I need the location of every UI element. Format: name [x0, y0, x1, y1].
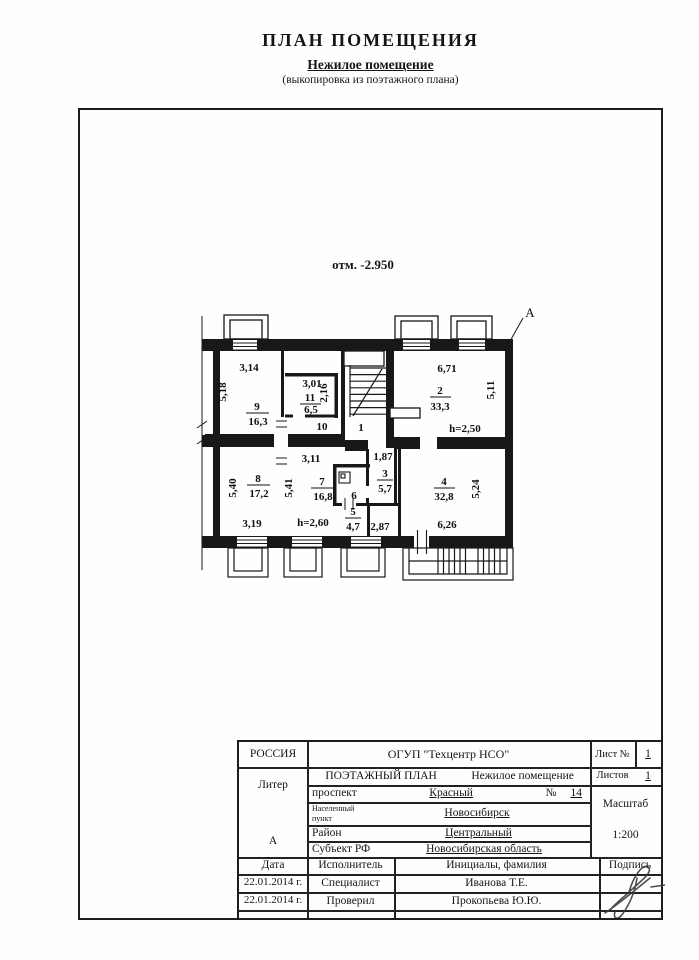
room-number: 5: [350, 506, 356, 518]
settlement-label: Населенный пункт: [312, 804, 355, 823]
room-number: 11: [304, 392, 316, 404]
cell-country: РОССИЯ: [249, 748, 297, 761]
elevation-note: отм. -2.950: [332, 257, 394, 272]
height-label: h=2,50: [449, 423, 481, 435]
page-subtitle: Нежилое помещение: [307, 57, 434, 72]
room-number: 10: [316, 421, 328, 433]
dim-label: 5,24: [470, 479, 482, 499]
cell-liter: [239, 767, 307, 857]
region-value: Новосибирская область: [426, 842, 542, 855]
premises-label: Нежилое помещение: [471, 769, 574, 782]
room-area: 16,3: [248, 416, 268, 428]
section-marker-label: А: [525, 305, 535, 320]
room-number: 7: [319, 476, 325, 488]
dim-label: 3,14: [239, 362, 259, 374]
street-num-value: 14: [570, 787, 582, 800]
scale-value: 1:200: [612, 829, 639, 842]
sink-icon: [339, 472, 350, 483]
cell-role: Специалист: [321, 876, 380, 889]
staircase: [350, 365, 386, 417]
section-marker-line: [509, 318, 523, 343]
room-area: 16,8: [313, 491, 333, 503]
room-area: 6,5: [304, 404, 318, 416]
room-area: 5,7: [378, 483, 392, 495]
dim-label: 5,40: [227, 478, 239, 498]
page-note: (выкопировка из поэтажного плана): [282, 74, 459, 86]
cell-doc-type: [307, 767, 590, 785]
room-number: 8: [255, 473, 261, 485]
sheets-value: 1: [645, 769, 651, 782]
district-label: Район: [312, 826, 342, 839]
district-value: Центральный: [445, 826, 512, 839]
cell-sheet-value: 1: [645, 748, 651, 761]
cell-date: 22.01.2014 г.: [243, 894, 303, 907]
window-bays: [228, 548, 385, 577]
cell-settlement: [307, 802, 590, 825]
room-number: 1: [358, 422, 364, 434]
dim-label: 3,19: [242, 518, 262, 530]
liter-label: Литер: [258, 779, 288, 791]
room-area: 32,8: [434, 491, 454, 503]
porch-steps: [403, 548, 513, 580]
dim-label: 1,87: [373, 451, 393, 463]
signature-scribble: [595, 856, 665, 918]
street-num-label: №: [545, 787, 557, 800]
room-area: 17,2: [249, 488, 269, 500]
street-label: проспект: [312, 787, 357, 800]
cell-executor-header: Исполнитель: [318, 859, 383, 872]
liter-value: А: [268, 834, 278, 847]
dim-label: 2,87: [370, 521, 390, 533]
scale-label: Масштаб: [602, 798, 649, 810]
page-title: ПЛАН ПОМЕЩЕНИЯ: [262, 30, 479, 50]
cell-signature-header: Подпись: [608, 859, 652, 872]
doc-type-label: ПОЭТАЖНЫЙ ПЛАН: [325, 769, 437, 782]
room-number: 9: [254, 401, 260, 413]
room-area: 33,3: [430, 401, 450, 413]
cell-date-header: Дата: [261, 859, 285, 872]
dim-label: 2,16: [318, 383, 330, 403]
floor-plan: [185, 300, 555, 595]
region-label: Субъект РФ: [312, 842, 371, 855]
sheets-label: Листов: [596, 770, 629, 782]
dim-label: 6,71: [437, 363, 457, 375]
dim-label: 5,41: [283, 478, 295, 498]
street-value: Красный: [429, 787, 473, 800]
cell-street: [307, 785, 590, 802]
cell-person-name: Прокопьева Ю.Ю.: [451, 894, 542, 907]
dim-label: 6,26: [437, 519, 457, 531]
cell-sheet-label: Лист №: [595, 748, 630, 760]
dim-label: 3,01: [302, 378, 322, 390]
dim-label: 3,11: [301, 453, 321, 465]
dim-label: 5,18: [217, 382, 229, 402]
cell-name-header: Инициалы, фамилия: [446, 859, 547, 872]
cell-date: 22.01.2014 г.: [243, 876, 303, 889]
cell-organization: ОГУП "Техцентр НСО": [387, 747, 510, 762]
dim-label: 5,11: [485, 380, 497, 400]
room-number: 4: [441, 476, 447, 488]
cell-region: [307, 841, 590, 857]
cell-person-name: Иванова Т.Е.: [465, 876, 528, 889]
section-marker: [509, 305, 535, 343]
room-number: 6: [351, 490, 357, 502]
room-number: 3: [382, 468, 388, 480]
cell-district: [307, 825, 590, 841]
settlement-value: Новосибирск: [444, 807, 510, 820]
height-label: h=2,60: [297, 517, 329, 529]
cell-scale: [590, 785, 661, 857]
cell-sheets: [590, 767, 661, 785]
cell-role: Проверил: [326, 894, 375, 907]
room-number: 2: [437, 385, 443, 397]
room-area: 4,7: [346, 521, 360, 533]
